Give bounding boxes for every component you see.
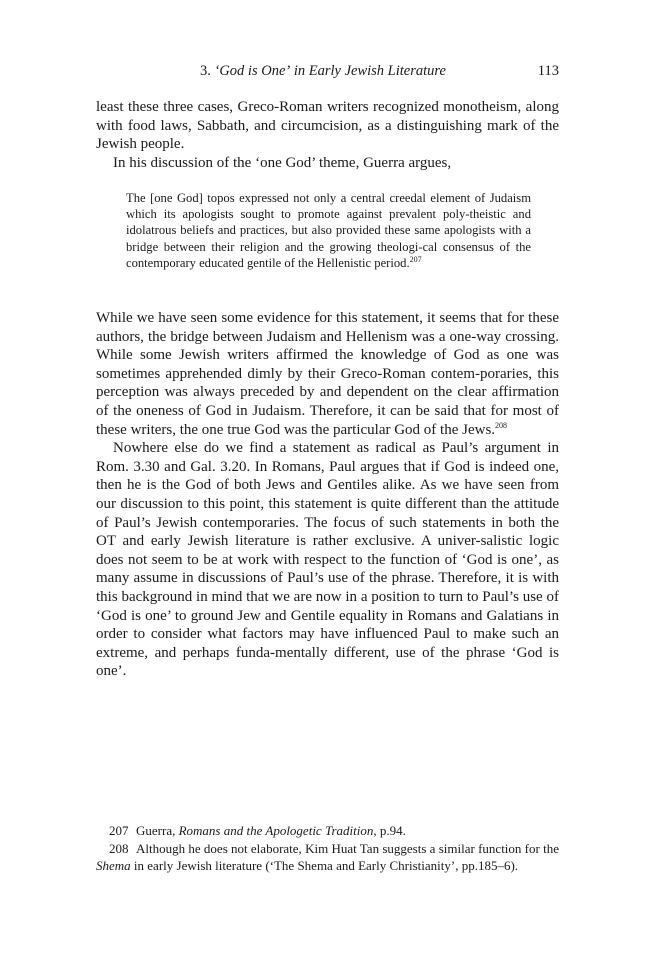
paragraph-bridge-text: While we have seen some evidence for this statement, it seems that for these authors, the bridge between Judaism and Hellenism was a one-way crossing. While some Jewish writers affirmed the knowledge of God as one was sometimes apprehended dimly by their Greco-Roman contem-poraries, this perception was always preceded by and dependent on the clear affirmation of the oneness of God in Judaism. Therefore, it can be said that for most of these writers, the one true God was the particular God of the Jews. — [96, 310, 559, 438]
footnote-ref-208: 208 — [495, 420, 508, 430]
running-title: 3. ‘God is One’ in Early Jewish Literature — [200, 63, 446, 79]
footnote-207 — [96, 822, 559, 840]
footnote-ref-207: 207 — [409, 254, 422, 264]
page-number: 113 — [537, 63, 559, 79]
footnote-number: 208 — [109, 840, 129, 856]
paragraph-nowhere-else: Nowhere else do we find a statement as radical as Paul’s argument in Rom. 3.30 and Gal. 3.20. In Romans, Paul argues that if God is indeed one, then he is the God of both Jews and Gentiles alike. As we have seen from our discussion to this point, this statement is quite different than the attitude of Paul’s Jewish contemporaries. The focus of such statements in both the OT and early Jewish literature is rather exclusive. A univer-salistic logic does not seem to be at work with respect to the function of ‘God is one’, as many assume in discussions of Paul’s use of the phrase. Therefore, it is with this background in mind that we are now in a position to turn to Paul’s use of ‘God is one’ to ground Jew and Gentile equality in Romans and Galatians in order to consider what factors may have influenced Paul to make such an extreme, and perhaps funda-mentally different, use of the phrase ‘God is one’. — [96, 440, 559, 680]
paragraph-main — [96, 309, 559, 681]
footnote-italic: Shema — [96, 858, 131, 873]
running-header — [96, 63, 559, 83]
footnote-title: Romans and the Apologetic Tradition — [178, 823, 374, 838]
footnote-text-before: Although he does not elaborate, Kim Huat Tan suggests a similar function for the — [136, 840, 559, 856]
footnote-rest: , p.94. — [373, 823, 406, 838]
footnote-author: Guerra, — [136, 823, 176, 838]
paragraph-intro — [96, 98, 559, 172]
footnote-text-after: in early Jewish literature (‘The Shema and Early Christianity’, pp.185–6). — [133, 858, 519, 873]
block-quote — [126, 190, 531, 271]
footnote-number: 207 — [109, 823, 129, 838]
footnotes — [96, 822, 559, 875]
paragraph-bridge — [96, 309, 559, 439]
quote-text: The [one God] topos expressed not only a central creedal element of Judaism which its apologists sought to promote against prevalent poly-theistic and idolatrous beliefs and practices, but also provided these same apologists with a bridge between their religion and the growing theologi-cal consensus of the contemporary educated gentile of the Hellenistic period. — [126, 191, 531, 270]
paragraph-continuation: least these three cases, Greco-Roman writers recognized monotheism, along with food laws, Sabbath, and circumcision, as a distinguishing mark of the Jewish people. — [96, 99, 559, 153]
footnote-208 — [96, 840, 559, 875]
paragraph-guerra-lead: In his discussion of the ‘one God’ theme, Guerra argues, — [113, 154, 452, 171]
